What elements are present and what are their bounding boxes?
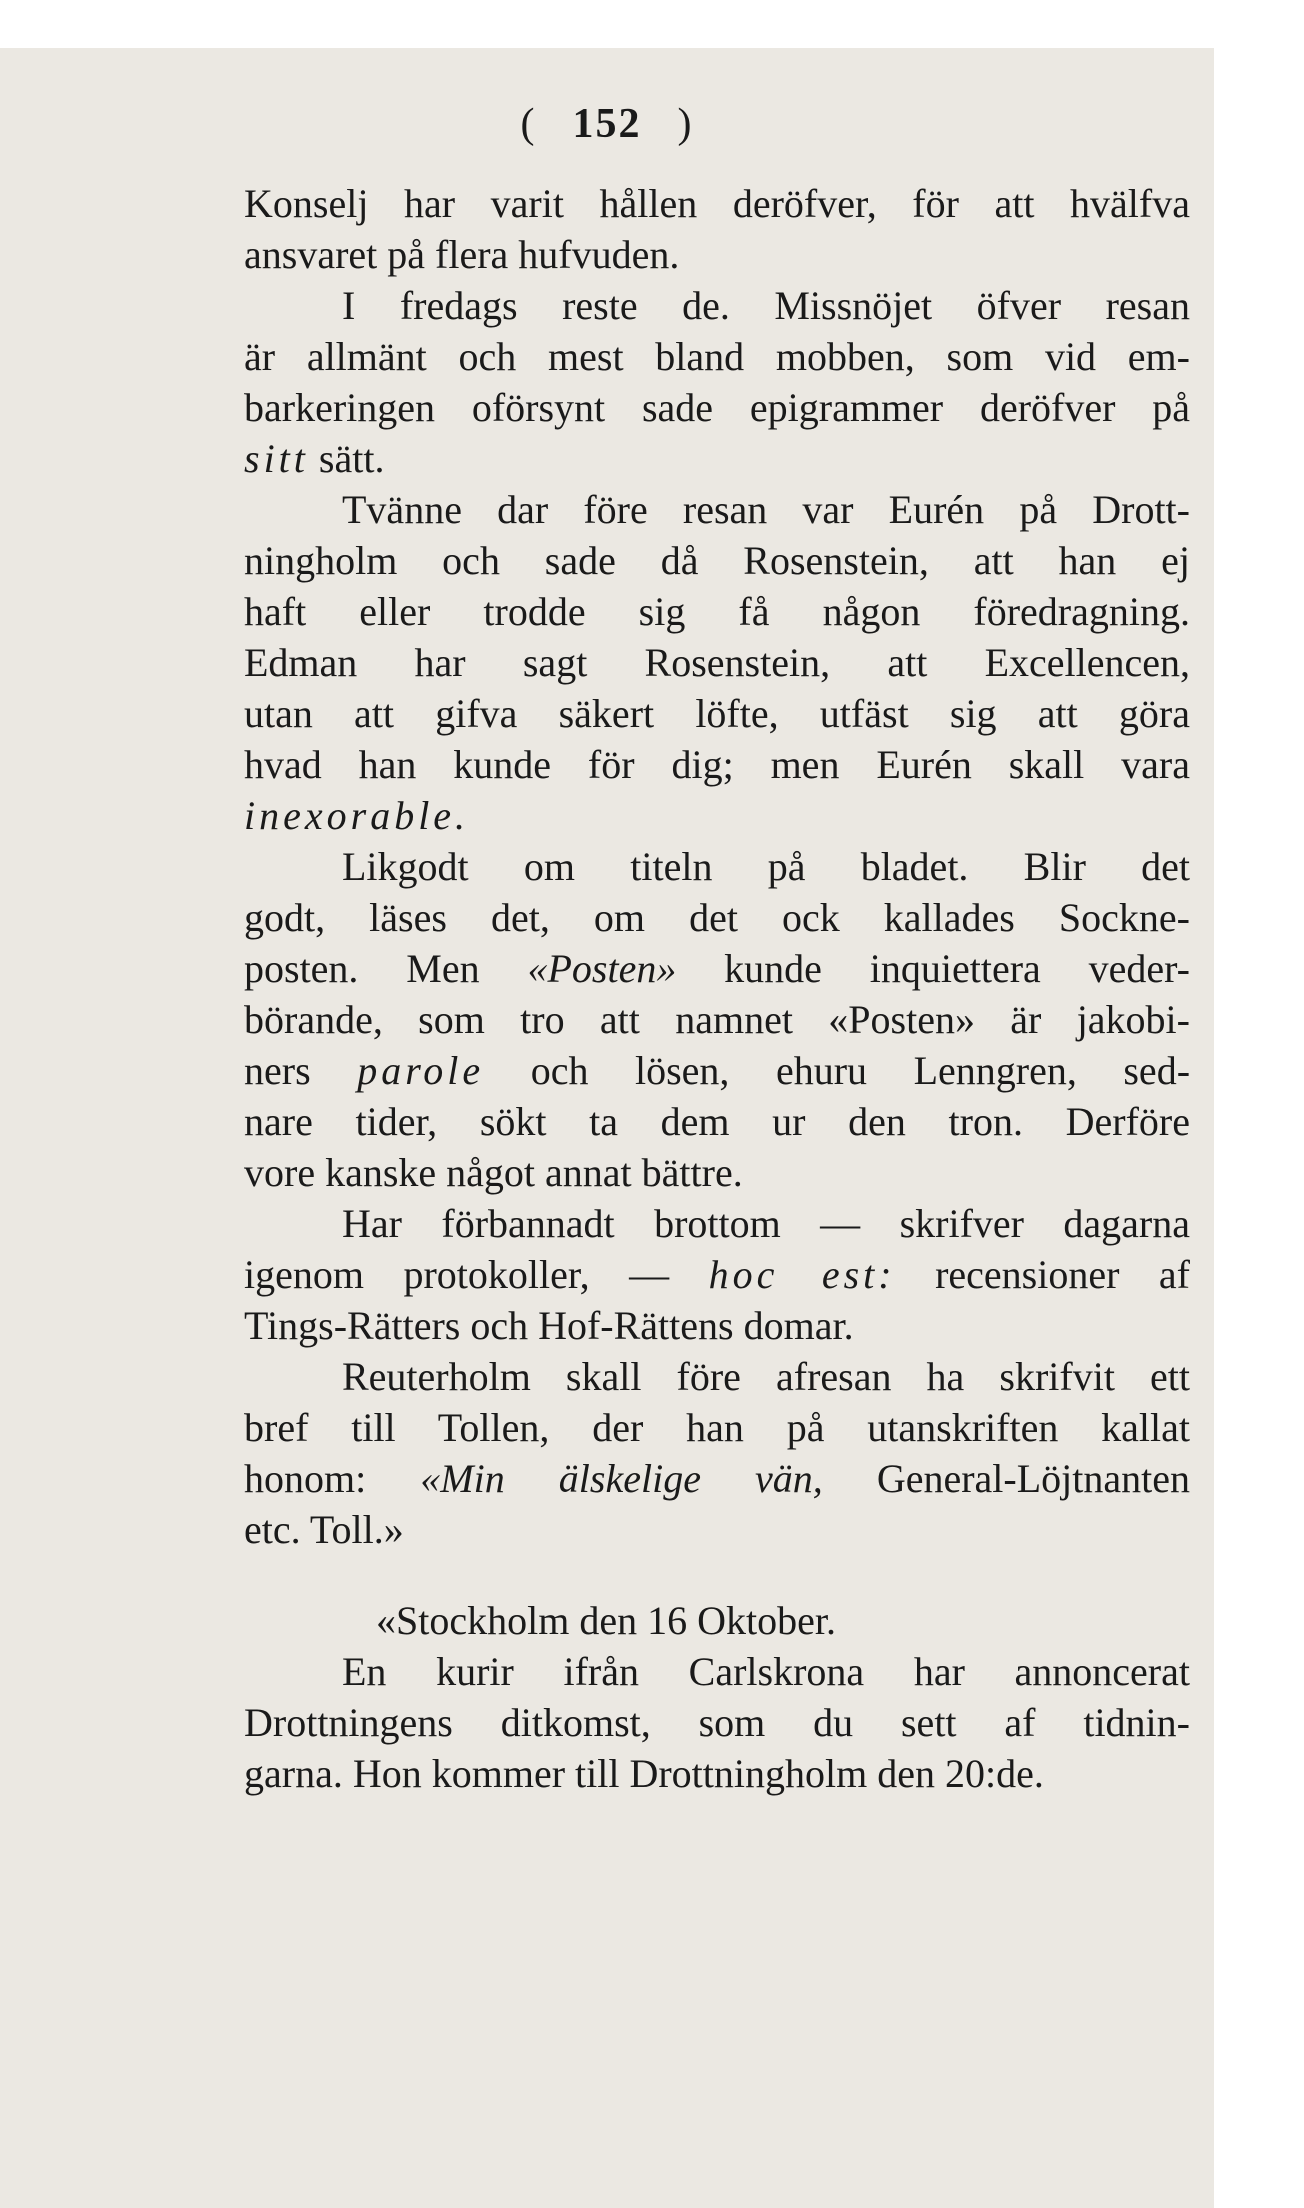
text-line: Reuterholm skall före afresan ha skrifvit ett <box>342 1354 1190 1399</box>
emphasis-text: inexorable. <box>244 793 470 838</box>
page-header <box>0 100 1214 148</box>
text-line: bref till Tollen, der han på utanskriften kallat <box>244 1405 1190 1450</box>
text-line: är allmänt och mest bland mobben, som vid em- <box>244 334 1190 379</box>
text-line: Tings-Rätters och Hof-Rättens domar. <box>244 1303 854 1348</box>
text-line: Konselj har varit hållen deröfver, för att hvälfva <box>244 181 1190 226</box>
emphasis-text: hoc est: <box>708 1252 896 1297</box>
paren-open: ( <box>520 101 537 147</box>
text-line: En kurir ifrån Carlskrona har annoncerat <box>342 1649 1190 1694</box>
text-line: hvad han kunde för dig; men Eurén skall vara <box>244 742 1190 787</box>
text-span: sätt. <box>318 436 385 481</box>
paragraph-gap <box>244 1555 1190 1595</box>
emphasis-text: «Posten» <box>527 946 677 991</box>
text-line: vore kanske något annat bättre. <box>244 1150 743 1195</box>
text-line: utan att gifva säkert löfte, utfäst sig att göra <box>244 691 1190 736</box>
text-line: Har förbannadt brottom — skrifver dagarna <box>342 1201 1190 1246</box>
text-line: godt, läses det, om det ock kallades Sockne- <box>244 895 1190 940</box>
text-span: och lösen, ehuru Lenngren, sed- <box>530 1048 1191 1093</box>
text-line <box>244 790 1190 841</box>
text-line <box>244 1249 1190 1300</box>
text-line: «Stockholm den 16 Oktober. <box>376 1598 836 1643</box>
page-number: 152 <box>572 101 642 147</box>
text-line: Likgodt om titeln på bladet. Blir det <box>342 844 1190 889</box>
text-line: garna. Hon kommer till Drottningholm den 20:de. <box>244 1751 1044 1796</box>
text-span: igenom protokoller, — <box>244 1252 670 1297</box>
emphasis-text: «Min älskelige vän, <box>420 1456 823 1501</box>
emphasis-text: sitt <box>244 436 309 481</box>
text-line: etc. Toll.» <box>244 1507 404 1552</box>
text-line: nare tider, sökt ta dem ur den tron. Derföre <box>244 1099 1190 1144</box>
text-span: honom: <box>244 1456 367 1501</box>
emphasis-text: parole <box>357 1048 485 1093</box>
body-text <box>244 178 1190 1799</box>
text-span: posten. Men <box>244 946 480 991</box>
text-span: recensioner af <box>935 1252 1190 1297</box>
text-span: kunde inquiettera veder- <box>724 946 1190 991</box>
text-line: Drottningens ditkomst, som du sett af tidnin- <box>244 1700 1190 1745</box>
text-line: börande, som tro att namnet «Posten» är jakobi- <box>244 997 1190 1042</box>
text-line <box>244 1453 1190 1504</box>
text-line <box>244 433 1190 484</box>
text-line: Edman har sagt Rosenstein, att Excellencen, <box>244 640 1190 685</box>
text-line: barkeringen oförsynt sade epigrammer deröfver på <box>244 385 1190 430</box>
paren-close: ) <box>677 101 694 147</box>
text-line: haft eller trodde sig få någon föredragning. <box>244 589 1190 634</box>
text-line <box>244 1045 1190 1096</box>
text-line: I fredags reste de. Missnöjet öfver resan <box>342 283 1190 328</box>
text-line: ansvaret på flera hufvuden. <box>244 232 680 277</box>
text-line: ningholm och sade då Rosenstein, att han ej <box>244 538 1190 583</box>
text-line <box>244 943 1190 994</box>
text-span: ners <box>244 1048 311 1093</box>
text-span: General-Löjtnanten <box>876 1456 1191 1501</box>
book-page <box>0 48 1214 2208</box>
text-line: Tvänne dar före resan var Eurén på Drott- <box>342 487 1190 532</box>
